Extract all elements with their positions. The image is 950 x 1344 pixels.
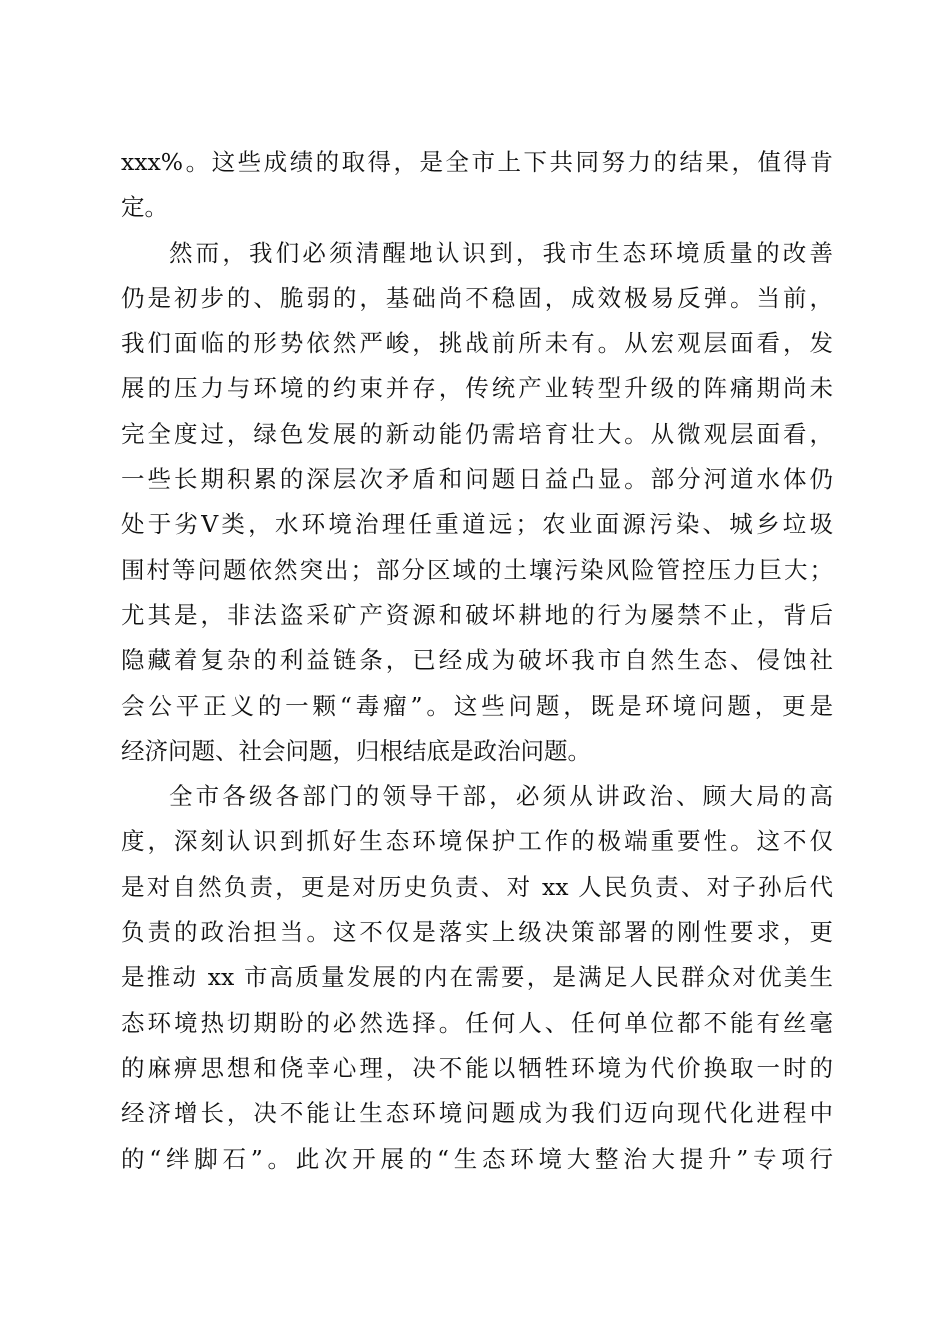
text-line: 态环境热切期盼的必然选择。任何人、任何单位都不能有丝毫 — [121, 1008, 833, 1037]
text-line: 的麻痹思想和侥幸心理，决不能以牺牲环境为代价换取一时的 — [121, 1053, 833, 1082]
paragraph-challenges — [121, 231, 833, 775]
text-line: 经济增长，决不能让生态环境问题成为我们迈向现代化进程中 — [121, 1099, 833, 1128]
text-line: 负责的政治担当。这不仅是落实上级决策部署的刚性要求，更 — [121, 918, 833, 947]
text-line: 仍是初步的、脆弱的，基础尚不稳固，成效极易反弹。当前， — [121, 283, 833, 312]
text-line: 围村等问题依然突出；部分区域的土壤污染风险管控压力巨大； — [121, 555, 833, 584]
text-line: 完全度过，绿色发展的新动能仍需培育壮大。从微观层面看， — [121, 419, 833, 448]
text-line: 是推动 xx 市高质量发展的内在需要，是满足人民群众对优美生 — [121, 963, 833, 992]
text-line: 会公平正义的一颗“毒瘤”。这些问题，既是环境问题，更是 — [121, 691, 833, 720]
text-line: xxx%。这些成绩的取得，是全市上下共同努力的结果，值得肯 — [121, 148, 833, 176]
text-line: 度，深刻认识到抓好生态环境保护工作的极端重要性。这不仅 — [121, 827, 833, 856]
text-line: 一些长期积累的深层次矛盾和问题日益凸显。部分河道水体仍 — [121, 465, 833, 494]
text-line: 处于劣Ⅴ类，水环境治理任重道远；农业面源污染、城乡垃圾 — [121, 510, 833, 539]
text-line: 经济问题、社会问题，归根结底是政治问题。 — [121, 736, 591, 765]
text-line: 的“绊脚石”。此次开展的“生态环境大整治大提升”专项行 — [121, 1144, 833, 1173]
text-line: 全市各级各部门的领导干部，必须从讲政治、顾大局的高 — [169, 782, 833, 811]
text-line: 是对自然负责，更是对历史负责、对 xx 人民负责、对子孙后代 — [121, 872, 833, 901]
paragraph-achievements — [121, 140, 833, 231]
paragraph-responsibility — [121, 774, 833, 1182]
text-line: 我们面临的形势依然严峻，挑战前所未有。从宏观层面看，发 — [121, 329, 833, 358]
document-page — [121, 140, 833, 1182]
text-line: 隐藏着复杂的利益链条，已经成为破坏我市自然生态、侵蚀社 — [121, 646, 833, 675]
text-line: 然而，我们必须清醒地认识到，我市生态环境质量的改善 — [169, 238, 833, 267]
text-line: 展的压力与环境的约束并存，传统产业转型升级的阵痛期尚未 — [121, 374, 833, 403]
text-line: 尤其是，非法盗采矿产资源和破坏耕地的行为屡禁不止，背后 — [121, 600, 833, 629]
text-line: 定。 — [121, 193, 168, 222]
